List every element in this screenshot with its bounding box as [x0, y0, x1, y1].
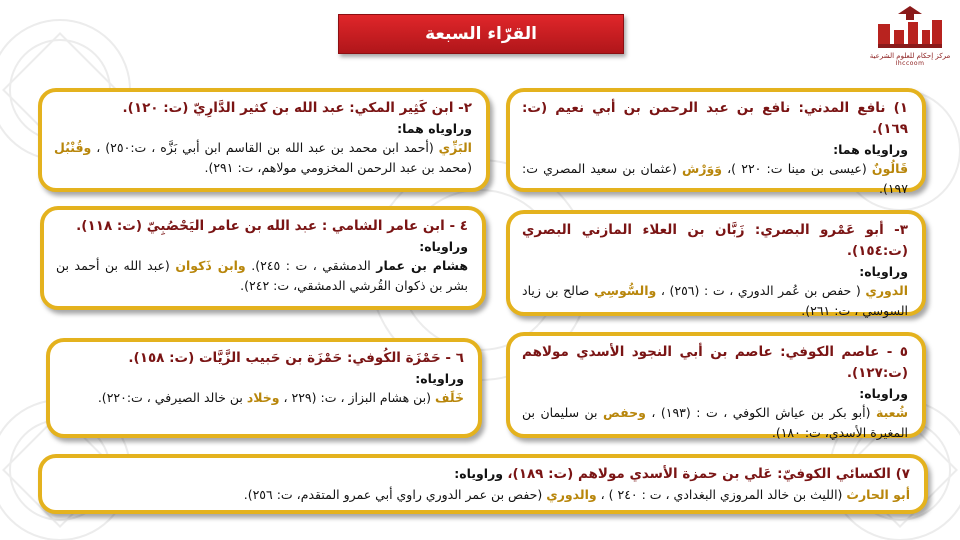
- narrator-name: الدوري: [865, 283, 908, 299]
- narrator-details: (عبد الله بن أحمد بن بشر بن ذكوان القُرشي الدمشقي، ت: ٢٤٢).: [56, 258, 468, 293]
- narrators-label: وراوياه:: [859, 263, 908, 279]
- narrator-details: (بن هشام البزاز ، ت: (٢٢٩ ،: [279, 390, 435, 406]
- narrator-name: وحفص: [603, 405, 646, 421]
- logo: [868, 4, 952, 74]
- narrator-details: الدمشقي ، ت : ٢٤٥).: [245, 258, 377, 274]
- narrator-details: (عثمان بن سعيد المصري ت: ١٩٧).: [522, 161, 908, 196]
- narrator-name: والدوري: [546, 486, 597, 502]
- card-heading: ١) نافع المدني: نافع بن عبد الرحمن بن أبي نعيم (ت: ١٦٩).: [522, 100, 908, 137]
- narrator-name: قَالُونٌ: [871, 161, 908, 177]
- narrator-details: صالح بن زياد السوسي ، ت: ٢٦١).: [522, 283, 908, 318]
- narrator-name: والسُّوسِي: [594, 283, 657, 299]
- narrator-details: (أحمد ابن محمد بن عبد الله بن القاسم ابن أبي بَزَّه ، ت:٢٥٠) ،: [91, 140, 439, 156]
- narrator-details: (أبو بكر بن عياش الكوفي ، ت : (١٩٣) ،: [645, 405, 876, 421]
- narrators-label: وراوياه:: [859, 385, 908, 401]
- narrators-label: وراوياه هما:: [833, 141, 908, 157]
- narrator-name: وخلاد: [246, 390, 280, 406]
- logo-latin-text: Ihccoom: [895, 60, 925, 67]
- narrators-label: وراوياه هما:: [397, 120, 472, 136]
- card-heading: ٥ - عاصم الكوفي: عاصم بن أبي النجود الأسدي مولاهم (ت:١٢٧).: [522, 344, 908, 381]
- reader-card-kisai: [38, 454, 928, 514]
- card-heading: ٧) الكسائي الكوفيّ: عَلي بن حمزة الأسدي مولاهم (ت: ١٨٩)،: [507, 466, 910, 482]
- narrator-details: ( حفص بن عُمر الدوري ، ت : (٢٥٦) ،: [656, 283, 866, 299]
- reader-card-nafi: [506, 88, 926, 196]
- narrator-name: وَوَرْش: [682, 161, 722, 177]
- page-title: القرّاء السبعة: [338, 14, 624, 54]
- narrator-details: (عيسى بن مينا ت: ٢٢٠ )،: [721, 161, 872, 177]
- narrator-details: بن خالد الصيرفي ، ت:٢٢٠).: [97, 390, 247, 406]
- narrators-label: وراوياه:: [419, 238, 468, 254]
- narrator-name: وقُنْبُل: [54, 140, 92, 156]
- narrator-name: البَزِّي: [438, 140, 472, 156]
- narrators-label: وراوياه:: [454, 466, 508, 481]
- narrator-details: (حفص بن عمر الدوري راوي أبي عمرو المتقدم، ت: ٢٥٦).: [243, 486, 547, 502]
- narrator-details: (الليث بن خالد المروزي البغدادي ، ت : ٢٤٠ ) ،: [596, 486, 847, 502]
- narrators-label: وراوياه:: [415, 370, 464, 386]
- card-heading: ٢- ابن كَثِير المكي: عبد الله بن كثير الدَّارِيّ (ت: ١٢٠).: [122, 100, 472, 116]
- card-heading: ٦ - حَمْزَة الكُوفي: حَمْزَة بن حَبيب الزَّيَّات (ت: ١٥٨).: [128, 350, 464, 366]
- narrator-name: وابن ذَكوان: [175, 258, 246, 274]
- reader-card-asim: [506, 332, 926, 438]
- ihkam-logo-icon: [874, 4, 946, 52]
- narrator-name: هشام بن عمار: [376, 258, 469, 274]
- narrator-name: أبو الحارث: [846, 486, 910, 502]
- reader-card-abu-amr: [506, 210, 926, 316]
- reader-card-ibn-amir: [40, 206, 486, 310]
- narrator-name: خَلَف: [435, 390, 464, 406]
- narrator-details: (محمد بن عبد الرحمن المخزومي مولاهم، ت: ٢٩١).: [204, 159, 472, 175]
- logo-arabic-text: مركز إحكام للعلوم الشرعية: [869, 52, 951, 60]
- narrator-name: شُعبة: [875, 405, 909, 421]
- card-heading: ٣- أبو عَمْرو البصري: زَبَّان بن العلاء المازني البصري (ت:١٥٤).: [522, 222, 908, 259]
- narrator-details: بن سليمان بن المغيرة الأسدي، ت: ١٨٠).: [522, 405, 908, 440]
- reader-card-ibn-kathir: [38, 88, 490, 192]
- reader-card-hamza: [46, 338, 482, 438]
- card-heading: ٤ - ابن عامر الشامي : عبد الله بن عامر اليَحْصُبِيّ (ت: ١١٨).: [76, 218, 468, 234]
